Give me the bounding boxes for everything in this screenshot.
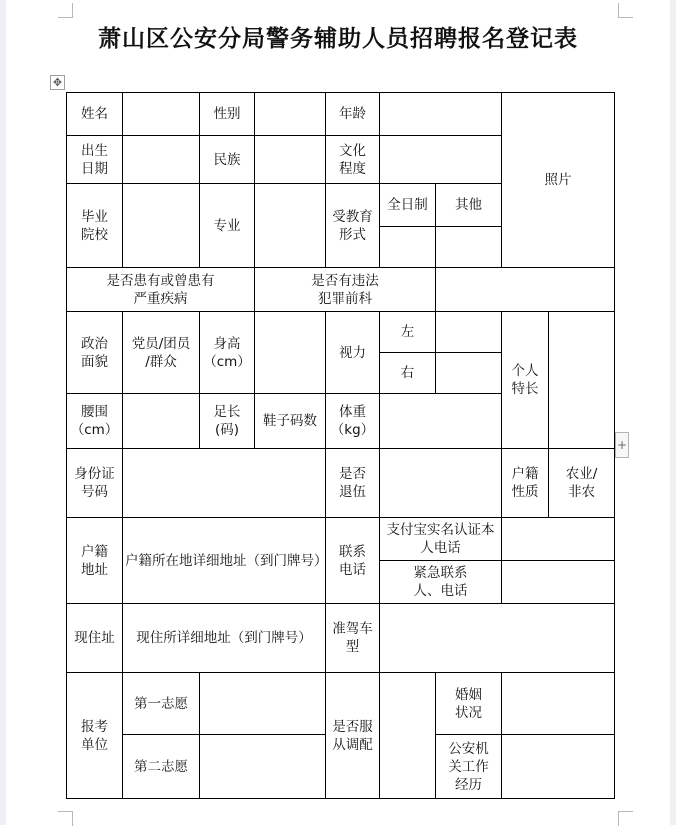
cell-label-text: 是否 (339, 466, 366, 482)
field-current-address[interactable] (123, 604, 326, 673)
four-way-arrow-icon[interactable]: ✥ (50, 75, 65, 90)
cell-label-text: 民族 (213, 151, 241, 168)
cell-label-text: 腰围 (81, 404, 108, 420)
label-agricultural (549, 449, 615, 518)
cell-label-text: 报考 (81, 718, 108, 735)
label-major (200, 184, 255, 268)
cell-label-text: 经历 (455, 776, 482, 793)
cell-label-text: 联系 (339, 543, 366, 560)
cell-label-text: 现住址 (74, 630, 115, 646)
cell-label-text: 农业/ (565, 466, 598, 482)
label-vision-right (380, 353, 436, 394)
field-height[interactable] (255, 312, 326, 394)
cell-label-text: 准驾车 (332, 621, 373, 637)
label-first-choice (123, 673, 200, 735)
cell-label-text: （cm） (70, 422, 119, 438)
label-name (67, 93, 123, 136)
cell-label-text: 是否患有或曾患有 (106, 272, 215, 289)
cell-label-text: 姓名 (81, 106, 108, 122)
label-contact-phone (326, 518, 380, 604)
cell-label-text: 第二志愿 (134, 758, 188, 775)
cell-label-text: 左 (400, 324, 415, 340)
field-marital-status[interactable] (502, 673, 615, 735)
label-emergency-contact (380, 561, 502, 604)
crop-mark-bottom-right (618, 811, 633, 826)
label-serious-disease (67, 268, 255, 312)
field-second-choice[interactable] (200, 735, 326, 799)
cell-label-text: （kg） (330, 422, 375, 438)
field-name[interactable] (123, 93, 200, 136)
label-waist (67, 394, 123, 449)
field-gender[interactable] (255, 93, 326, 136)
cell-label-text: 关工作 (448, 758, 489, 775)
cell-label-text: 退伍 (339, 484, 366, 500)
field-waist[interactable] (123, 394, 200, 449)
cell-label-text: 第一志愿 (134, 695, 188, 712)
cell-label-text: 支付宝实名认证本 (386, 522, 495, 538)
field-veteran[interactable] (380, 449, 502, 518)
field-obey-assignment[interactable] (380, 673, 436, 799)
field-first-choice[interactable] (200, 673, 326, 735)
label-birth-date (67, 136, 123, 184)
registration-form-table (66, 92, 615, 799)
cell-label-text: 型 (345, 639, 360, 655)
cell-label-text: 文化 (339, 142, 366, 159)
label-height (200, 312, 255, 394)
cell-label-text: (码) (214, 422, 240, 438)
cell-label-text: 犯罪前科 (318, 290, 372, 307)
field-full-time[interactable] (380, 227, 436, 268)
cell-label-text: 电话 (339, 561, 366, 578)
cell-label-text: 现住所详细地址（到门牌号） (136, 630, 312, 646)
label-age (326, 93, 380, 136)
page-gutter-right (670, 0, 676, 825)
label-alipay-phone (380, 518, 502, 561)
label-marital-status (436, 673, 502, 735)
cell-label-text: 户籍 (81, 543, 108, 560)
label-full-time (380, 184, 436, 227)
field-hukou-address[interactable] (123, 518, 326, 604)
cell-label-text: 户籍所在地详细地址（到门牌号） (125, 552, 328, 569)
cell-label-text: 单位 (81, 736, 108, 753)
label-other (436, 184, 502, 227)
label-gender (200, 93, 255, 136)
label-application-unit (67, 673, 123, 799)
cell-label-text: 户籍 (511, 466, 539, 482)
cell-label-text: 视力 (339, 344, 366, 361)
label-vision (326, 312, 380, 394)
cell-label-text: 体重 (339, 404, 366, 420)
field-ethnicity[interactable] (255, 136, 326, 184)
field-age[interactable] (380, 93, 502, 136)
cell-label-text: （cm） (203, 353, 251, 370)
field-vision-right[interactable] (436, 353, 502, 394)
field-other[interactable] (436, 227, 502, 268)
cell-label-text: 身份证 (74, 466, 115, 482)
cell-label-text: 严重疾病 (133, 290, 188, 307)
label-veteran (326, 449, 380, 518)
label-second-choice (123, 735, 200, 799)
cell-label-text: 是否服 (332, 718, 373, 735)
field-education[interactable] (380, 136, 502, 184)
cell-label-text: 非农 (568, 484, 595, 500)
cell-label-text: 全日制 (387, 197, 428, 213)
cell-label-text: 鞋子码数 (263, 413, 317, 429)
field-police-experience[interactable] (502, 735, 615, 799)
field-specialty[interactable] (549, 312, 615, 449)
cell-label-text: 右 (400, 365, 415, 381)
cell-label-text: 党员/团员 (131, 335, 191, 352)
label-obey-assignment (326, 673, 380, 799)
cell-label-text: 状况 (455, 704, 482, 721)
label-vision-left (380, 312, 436, 353)
field-license-type[interactable] (380, 604, 615, 673)
cell-label-text: 从调配 (332, 736, 373, 753)
cell-label-text: 程度 (339, 160, 366, 177)
cell-label-text: 地址 (81, 561, 108, 578)
field-id-number[interactable] (123, 449, 326, 518)
cell-label-text: 人电话 (420, 540, 461, 556)
label-political-status (67, 312, 123, 394)
document-title: 萧山区公安分局警务辅助人员招聘报名登记表 (98, 25, 578, 52)
cell-label-text: 是否有违法 (311, 272, 379, 289)
crop-mark-top-right (618, 3, 633, 18)
cell-label-text: 公安机 (448, 740, 489, 757)
field-birth-date[interactable] (123, 136, 200, 184)
cell-label-text: 政治 (81, 335, 108, 352)
cell-label-text: 照片 (544, 172, 572, 188)
field-major[interactable] (255, 184, 326, 268)
crop-mark-top-left (58, 3, 73, 18)
cell-label-text: 性质 (511, 484, 539, 500)
field-emergency-contact[interactable] (502, 561, 615, 604)
plus-icon[interactable]: + (615, 432, 629, 458)
cell-label-text: 紧急联系 (413, 565, 468, 581)
field-weight[interactable] (380, 394, 502, 449)
cell-label-text: 受教育 (332, 208, 373, 225)
label-education-form (326, 184, 380, 268)
page-gutter-left (0, 0, 6, 825)
photo-box[interactable] (502, 93, 615, 268)
cell-label-text: /群众 (145, 353, 177, 370)
label-license-type (326, 604, 380, 673)
cell-label-text: 个人 (511, 363, 539, 379)
field-criminal-record[interactable] (436, 268, 615, 312)
cell-label-text: 面貌 (81, 353, 108, 370)
cell-label-text: 日期 (81, 160, 108, 177)
label-criminal-record (255, 268, 436, 312)
cell-label-text: 年龄 (339, 106, 366, 122)
cell-label-text: 婚姻 (455, 686, 482, 703)
label-specialty (502, 312, 549, 449)
cell-label-text: 专业 (213, 217, 241, 234)
label-shoe-size (255, 394, 326, 449)
label-current-address (67, 604, 123, 673)
cell-label-text: 毕业 (81, 208, 108, 225)
cell-label-text: 号码 (81, 484, 108, 500)
label-education (326, 136, 380, 184)
label-party-member (123, 312, 200, 394)
label-weight (326, 394, 380, 449)
field-alipay-phone[interactable] (502, 518, 615, 561)
cell-label-text: 性别 (213, 106, 241, 122)
label-hukou-type (502, 449, 549, 518)
label-foot-length (200, 394, 255, 449)
label-graduate-school (67, 184, 123, 268)
label-ethnicity (200, 136, 255, 184)
cell-label-text: 特长 (511, 381, 539, 397)
crop-mark-bottom-left (58, 811, 73, 826)
cell-label-text: 形式 (339, 226, 366, 243)
field-vision-left[interactable] (436, 312, 502, 353)
cell-label-text: 足长 (213, 404, 241, 420)
label-police-experience (436, 735, 502, 799)
cell-label-text: 身高 (213, 335, 241, 352)
cell-label-text: 院校 (81, 226, 108, 243)
label-hukou-address (67, 518, 123, 604)
cell-label-text: 出生 (81, 142, 108, 159)
label-id-number (67, 449, 123, 518)
field-graduate-school[interactable] (123, 184, 200, 268)
cell-label-text: 人、电话 (413, 583, 468, 599)
cell-label-text: 其他 (455, 197, 482, 213)
